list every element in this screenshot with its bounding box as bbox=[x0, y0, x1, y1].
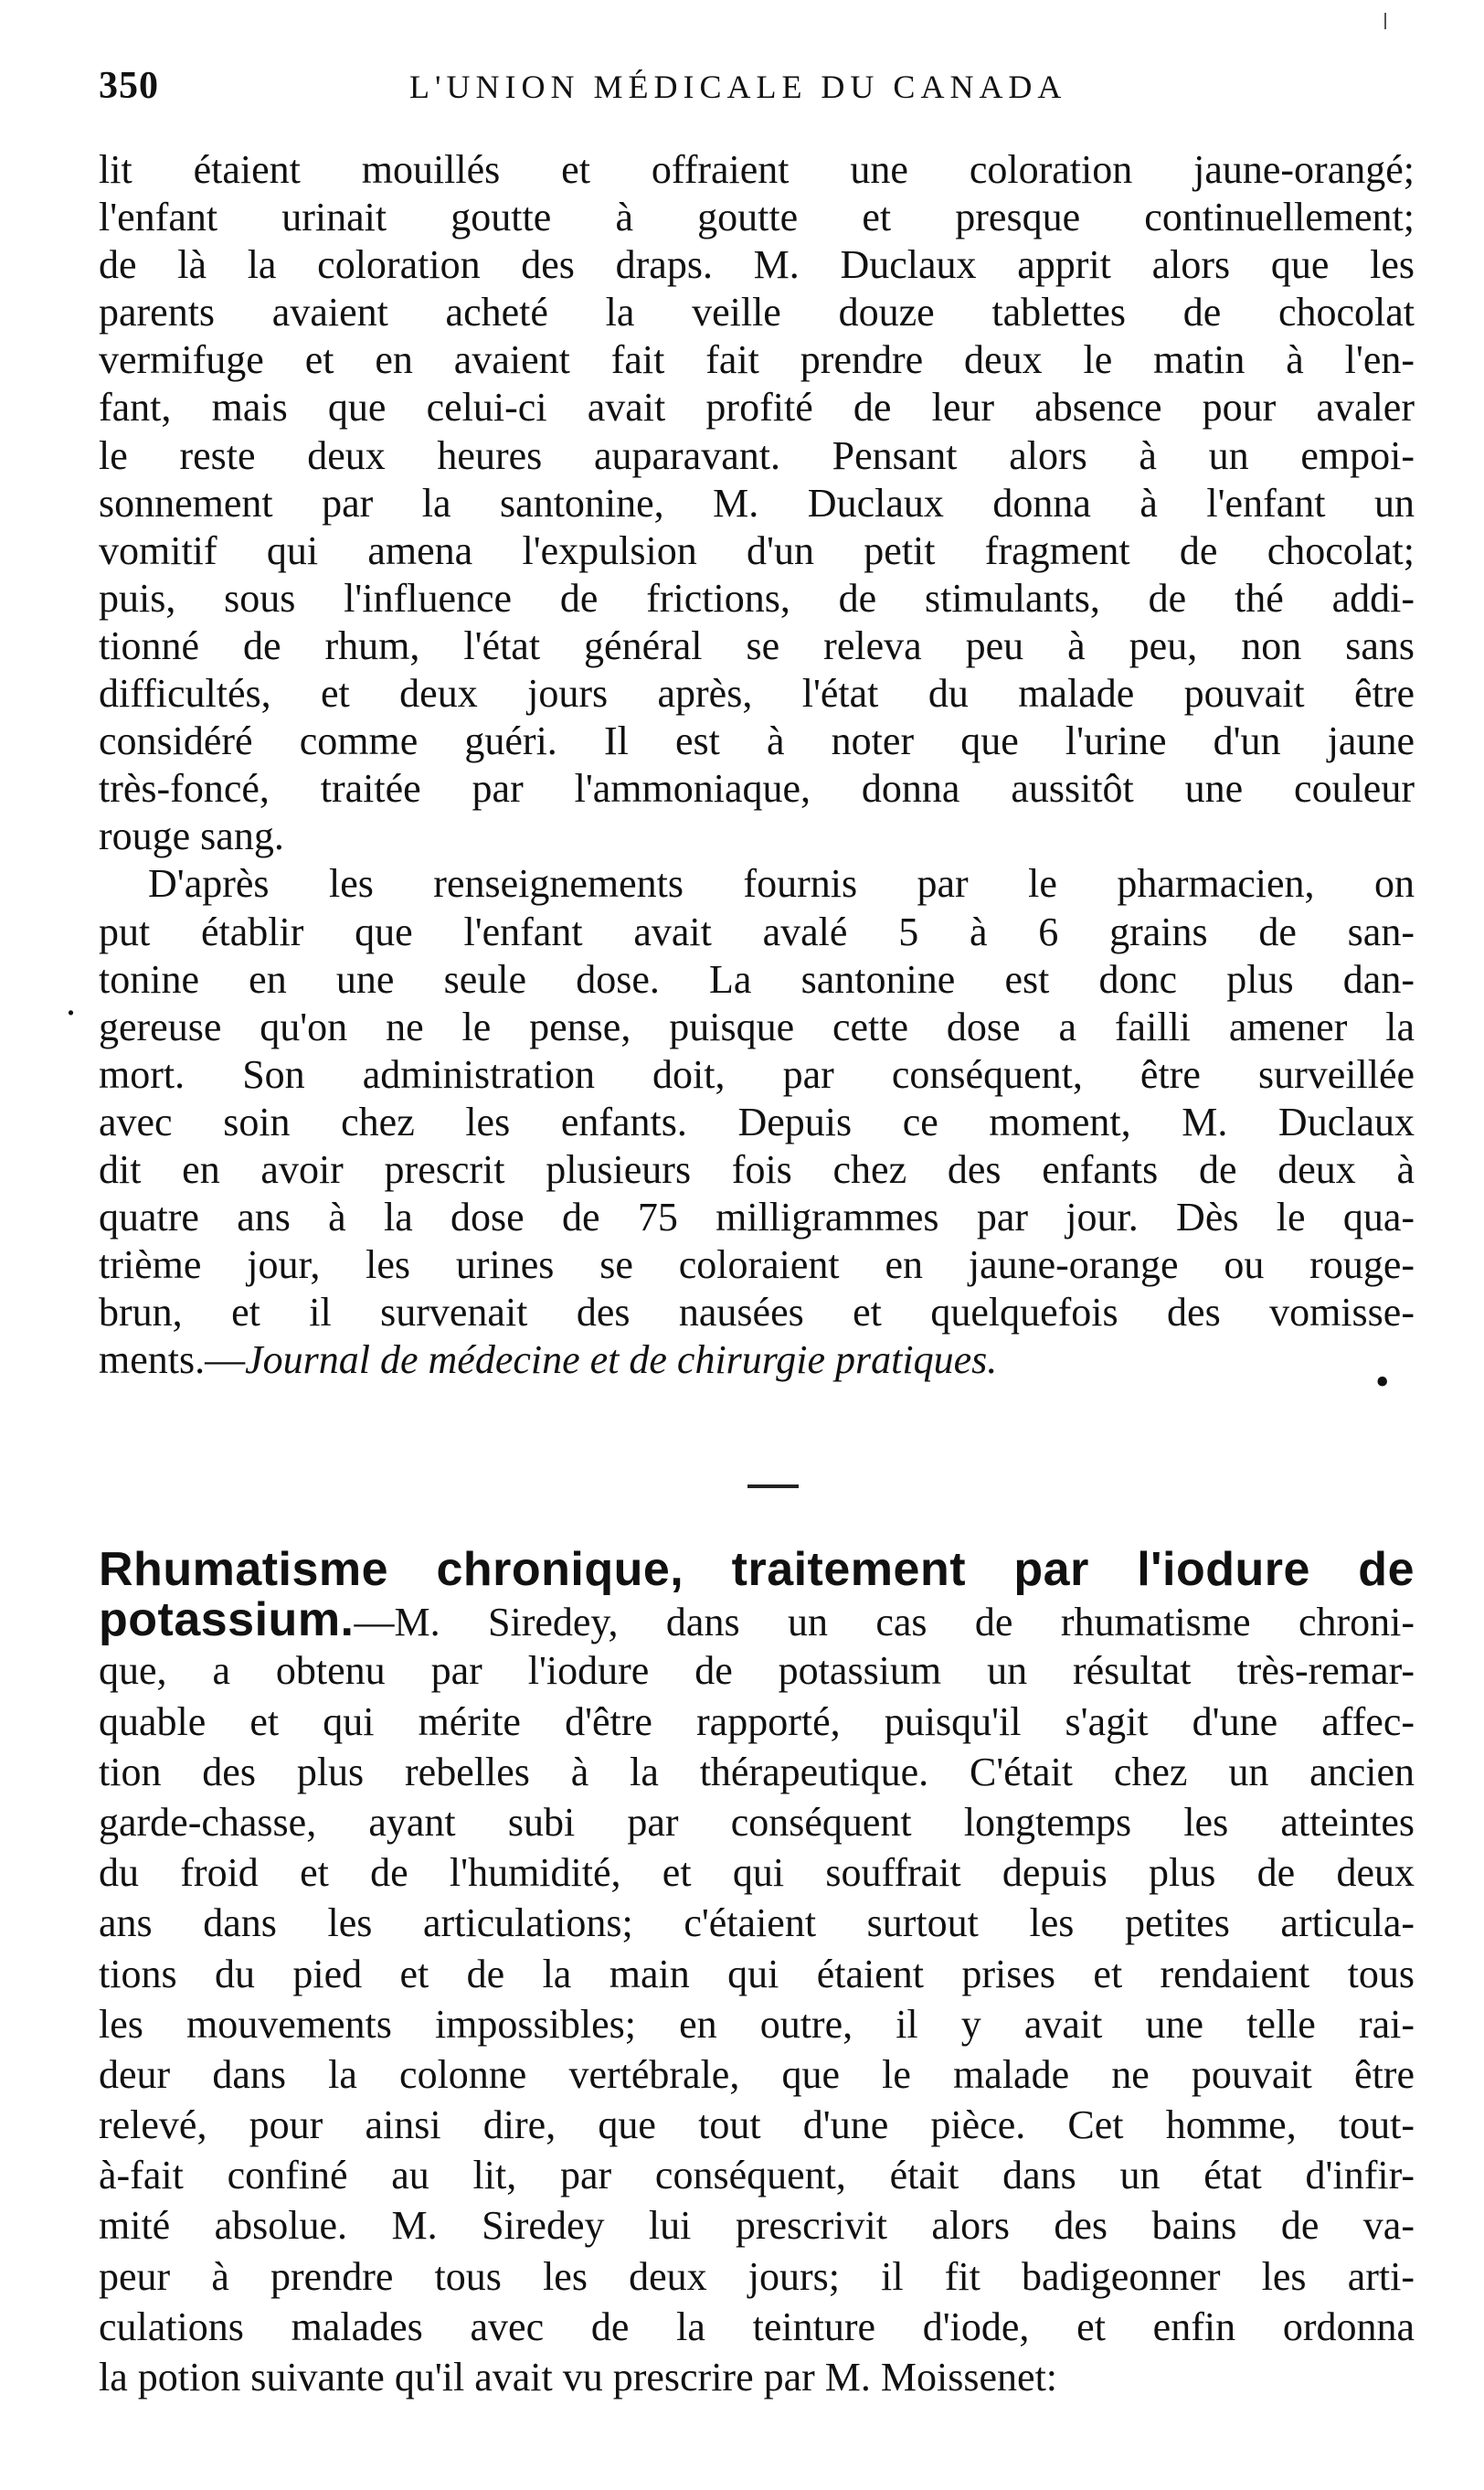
text-line: gereuse qu'on ne le pense, puisque cette dose a failli amener la bbox=[99, 1004, 1415, 1049]
journal-source: Journal de médecine et de chirurgie pratiques. bbox=[245, 1337, 998, 1383]
text-line: relevé, pour ainsi dire, que tout d'une pièce. Cet homme, tout- bbox=[99, 2102, 1415, 2148]
text-line: fant, mais que celui-ci avait profité de leur absence pour avaler bbox=[99, 385, 1415, 431]
page-number: 350 bbox=[99, 65, 159, 107]
text-line: sonnement par la santonine, M. Duclaux donna à l'enfant un bbox=[99, 480, 1415, 526]
article-title-line bbox=[99, 1545, 1415, 1595]
text-line: de là la coloration des draps. M. Duclaux apprit alors que les bbox=[99, 242, 1415, 288]
text-line: tonine en une seule dose. La santonine est donc plus dan- bbox=[99, 956, 1415, 1002]
margin-dot: . bbox=[66, 979, 76, 1024]
article-intro: —M. Siredey, dans un cas de rhumatisme chroni- bbox=[354, 1600, 1415, 1645]
text-line: brun, et il survenait des nausées et quelquefois des vomisse- bbox=[99, 1290, 1415, 1335]
stray-print-mark bbox=[1384, 13, 1386, 29]
text-line: vomitif qui amena l'expulsion d'un petit fragment de chocolat; bbox=[99, 527, 1415, 573]
article-rhumatisme bbox=[99, 1545, 1415, 2402]
text-line: D'après les renseignements fournis par le pharmacien, on bbox=[148, 861, 1415, 907]
article-continuation bbox=[99, 146, 1415, 1384]
running-head: L'UNION MÉDICALE DU CANADA bbox=[409, 69, 1067, 105]
citation-line bbox=[99, 1336, 1415, 1384]
text-line: tionné de rhum, l'état général se releva peu à peu, non sans bbox=[99, 622, 1415, 668]
text-line: du froid et de l'humidité, et qui souffrait depuis plus de deux bbox=[99, 1850, 1415, 1896]
text-line: tion des plus rebelles à la thérapeutique. C'était chez un ancien bbox=[99, 1749, 1415, 1794]
article-title: Rhumatisme chronique, traitement par l'iodure de bbox=[99, 1543, 1415, 1596]
text-line: rouge sang. bbox=[99, 814, 284, 859]
article-title-end: potassium. bbox=[99, 1593, 355, 1647]
text-line: tions du pied et de la main qui étaient prises et rendaient tous bbox=[99, 1951, 1415, 1996]
text-line: mort. Son administration doit, par conséquent, être surveillée bbox=[99, 1051, 1415, 1097]
text-line: la potion suivante qu'il avait vu prescrire par M. Moissenet: bbox=[99, 2355, 1058, 2400]
text-line: l'enfant urinait goutte à goutte et presque continuellement; bbox=[99, 195, 1415, 240]
text-line: put établir que l'enfant avait avalé 5 à 6 grains de san- bbox=[99, 909, 1415, 954]
text-line bbox=[99, 1595, 1415, 1645]
text-line: que, a obtenu par l'iodure de potassium un résultat très-remar- bbox=[99, 1648, 1415, 1694]
text-line: dit en avoir prescrit plusieurs fois chez des enfants de deux à bbox=[99, 1146, 1415, 1192]
text-line: puis, sous l'influence de frictions, de stimulants, de thé addi- bbox=[99, 575, 1415, 621]
text-line: à-fait confiné au lit, par conséquent, était dans un état d'infir- bbox=[99, 2153, 1415, 2198]
text-line: avec soin chez les enfants. Depuis ce moment, M. Duclaux bbox=[99, 1099, 1415, 1144]
text-line: très-foncé, traitée par l'ammoniaque, donna aussitôt une couleur bbox=[99, 766, 1415, 812]
text-line: trième jour, les urines se coloraient en jaune-orange ou rouge- bbox=[99, 1242, 1415, 1288]
text-line: culations malades avec de la teinture d'iode, et enfin ordonna bbox=[99, 2304, 1415, 2349]
margin-dot: • bbox=[1375, 1359, 1390, 1404]
text-line: quable et qui mérite d'être rapporté, puisqu'il s'agit d'une affec- bbox=[99, 1698, 1415, 1744]
text-line: peur à prendre tous les deux jours; il fit badigeonner les arti- bbox=[99, 2253, 1415, 2299]
text-line: difficultés, et deux jours après, l'état du malade pouvait être bbox=[99, 671, 1415, 717]
text-line: deur dans la colonne vertébrale, que le malade ne pouvait être bbox=[99, 2051, 1415, 2097]
text-line: vermifuge et en avaient fait fait prendre deux le matin à l'en- bbox=[99, 337, 1415, 383]
text-line: quatre ans à la dose de 75 milligrammes par jour. Dès le qua- bbox=[99, 1195, 1415, 1240]
text-line: garde-chasse, ayant subi par conséquent longtemps les atteintes bbox=[99, 1799, 1415, 1845]
section-separator bbox=[747, 1484, 799, 1488]
text-line: considéré comme guéri. Il est à noter que l'urine d'un jaune bbox=[99, 718, 1415, 764]
citation-prefix: ments.— bbox=[99, 1337, 246, 1383]
text-line: mité absolue. M. Siredey lui prescrivit alors des bains de va- bbox=[99, 2203, 1415, 2249]
text-line: lit étaient mouillés et offraient une coloration jaune-orangé; bbox=[99, 147, 1415, 192]
text-line: ans dans les articulations; c'étaient surtout les petites articula- bbox=[99, 1900, 1415, 1946]
page-header bbox=[99, 64, 1415, 119]
text-line: parents avaient acheté la veille douze tablettes de chocolat bbox=[99, 290, 1415, 335]
text-line: les mouvements impossibles; en outre, il y avait une telle rai- bbox=[99, 2001, 1415, 2047]
text-line: le reste deux heures auparavant. Pensant alors à un empoi- bbox=[99, 432, 1415, 478]
